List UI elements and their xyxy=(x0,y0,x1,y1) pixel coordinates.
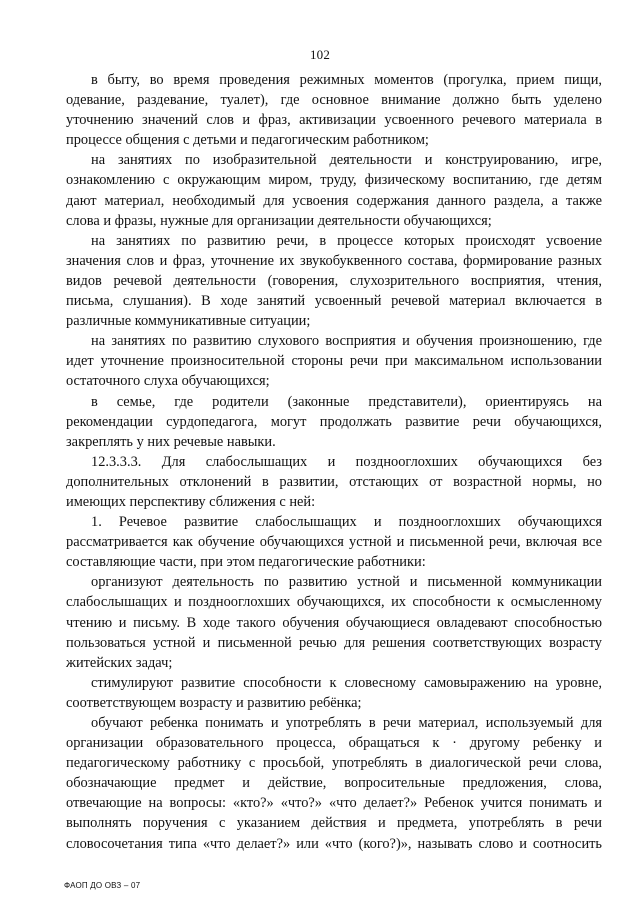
text-line: слабослышащих и позднооглохших обучающихся, их способности к осмысленному xyxy=(66,594,602,611)
text-line: житейских задач; xyxy=(66,654,173,671)
text-line: 12.3.3.3. Для слабослышащих и позднооглохших обучающихся без xyxy=(91,453,602,470)
text-line: на занятиях по развитию речи, в процессе которых происходят усвоение xyxy=(91,232,602,249)
text-line: остаточного слуха обучающихся; xyxy=(66,373,270,390)
text-line: процессе общения с детьми и педагогическим работником; xyxy=(66,132,429,149)
text-line: одевание, раздевание, туалет), где основное внимание должно быть уделено xyxy=(66,92,602,109)
text-line: дают материал, необходимый для усвоения содержания данного раздела, а также xyxy=(66,192,602,209)
text-line: на занятиях по изобразительной деятельности и конструированию, игре, xyxy=(91,152,602,169)
text-line: обучают ребенка понимать и употреблять в речи материал, используемый для xyxy=(91,715,602,731)
text-line: слова и фразы, нужные для организации деятельности обучающихся; xyxy=(66,212,492,229)
text-line: закреплять у них речевые навыки. xyxy=(66,433,276,450)
text-line: педагогическому работнику с просьбой, употреблять в диалогической речи слова, xyxy=(66,755,602,772)
text-line: отвечающие на вопросы: «кто?» «что?» «что делает?» Ребенок учится понимать и xyxy=(66,795,602,812)
text-line: составляющие части, при этом педагогические работники: xyxy=(66,554,426,571)
text-line: письма, слушания). В ходе занятий усвоенный речевой материал включается в xyxy=(66,293,602,310)
text-line: в семье, где родители (законные представители), ориентируясь на xyxy=(91,393,602,410)
text-line: 1. Речевое развитие слабослышащих и позднооглохших обучающихся xyxy=(91,514,602,531)
text-line: ознакомлению с окружающим миром, труду, физическому воспитанию, где детям xyxy=(66,172,602,189)
text-line: выполнять поручения с указанием действия и предмета, употреблять в речи xyxy=(66,815,602,832)
text-line: в быту, во время проведения режимных моментов (прогулка, прием пищи, xyxy=(91,72,602,88)
text-line: различные коммуникативные ситуации; xyxy=(66,313,311,330)
page-number: 102 xyxy=(309,47,331,62)
text-line: уточнению значений слов и фраз, активизации усвоенного речевого материала в xyxy=(66,112,602,129)
text-line: рекомендации сурдопедагога, могут продолжать развитие речи обучающихся, xyxy=(66,413,602,430)
text-line: идет уточнение произносительной стороны речи при максимальном использовании xyxy=(66,353,602,370)
text-line: на занятиях по развитию слухового восприятия и обучения произношению, где xyxy=(91,333,602,350)
text-line: рассматривается как обучение обучающихся устной и письменной речи, включая все xyxy=(66,534,602,551)
body-text xyxy=(66,70,602,854)
text-line: организуют деятельность по развитию устной и письменной коммуникации xyxy=(91,574,602,591)
text-line: дополнительных отклонений в развитии, отстающих от возрастной нормы, но xyxy=(66,473,602,490)
text-line: пользоваться устной и письменной речью для решения соответствующих возрасту xyxy=(66,634,602,651)
text-line: стимулируют развитие способности к словесному самовыражению на уровне, xyxy=(91,674,602,691)
text-line: видов речевой деятельности (говорения, слухозрительного восприятия, чтения, xyxy=(66,272,602,289)
text-line: словосочетания типа «что делает?» или «что (кого?)», называть слово и соотносить xyxy=(66,835,602,852)
text-line: чтению и письму. В ходе такого обучения обучающиеся овладевают способностью xyxy=(66,614,602,631)
text-line: соответствующем возрасту и развитию ребёнка; xyxy=(66,694,362,711)
text-line: организации образовательного процесса, обращаться к · другому ребенку и xyxy=(66,735,602,752)
text-line: значения слов и фраз, уточнение их звукобуквенного состава, формирование разных xyxy=(66,252,602,269)
text-line: обозначающие предмет и действие, вопросительные предложения, слова, xyxy=(66,775,602,792)
footer-doc-code: ФАОП ДО ОВЗ – 07 xyxy=(64,881,141,890)
text-line: имеющих перспективу сближения с ней: xyxy=(66,493,316,510)
